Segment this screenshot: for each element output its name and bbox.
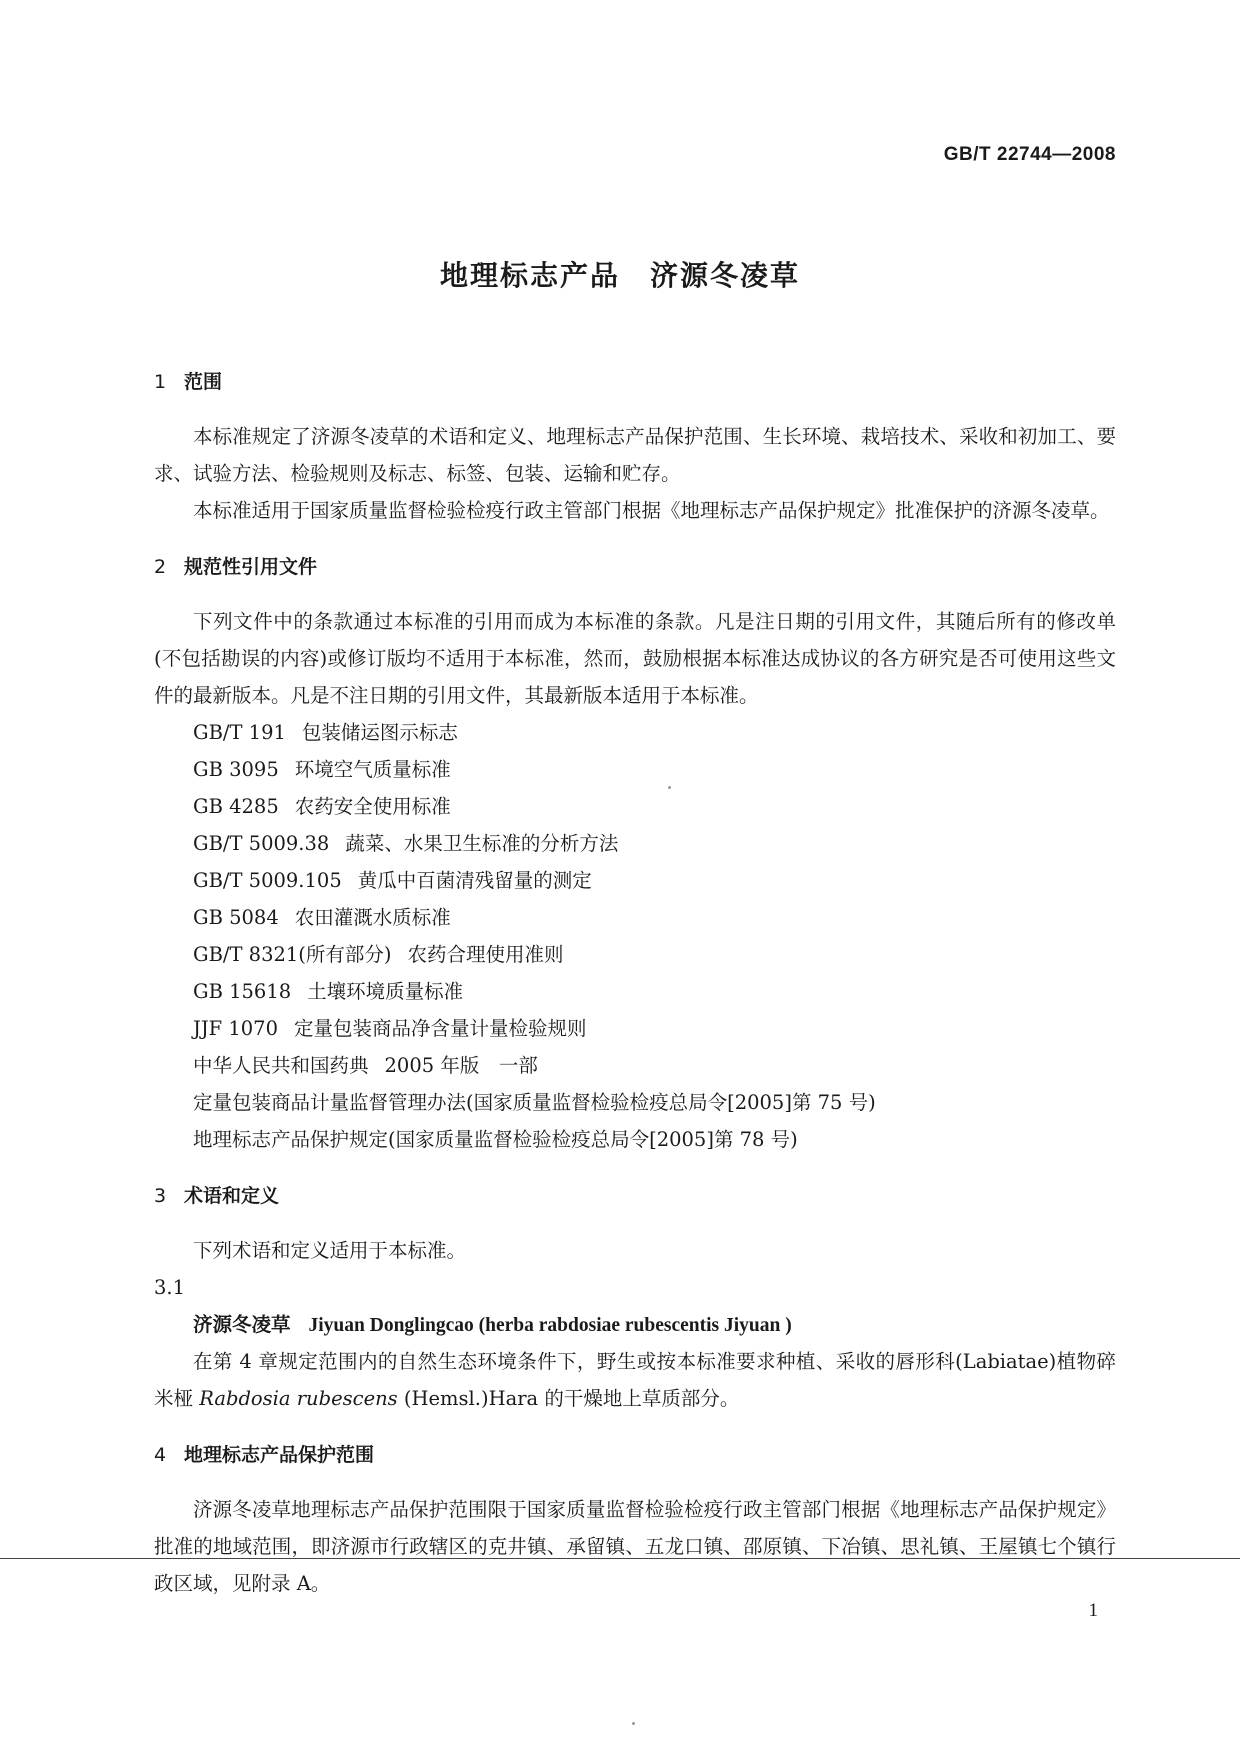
section-title: 地理标志产品保护范围 xyxy=(184,1444,375,1466)
reference-title: 地理标志产品保护规定(国家质量监督检验检疫总局令[2005]第 78 号) xyxy=(193,1128,798,1151)
species-name: Rabdosia rubescens xyxy=(199,1387,398,1410)
reference-item xyxy=(193,1047,1116,1084)
definition-text: 在第 4 章规定范围内的自然生态环境条件下，野生或按本标准要求种植、采收的唇形科(Labiatae)植物碎米桠 xyxy=(154,1350,1116,1410)
reference-title: 土壤环境质量标准 xyxy=(307,980,464,1003)
section-1-heading xyxy=(154,364,1116,400)
reference-code: GB 3095 xyxy=(193,758,279,781)
reference-code: JJF 1070 xyxy=(193,1017,278,1040)
page-number: 1 xyxy=(1088,1600,1098,1621)
reference-title: 农药合理使用准则 xyxy=(407,943,564,966)
definition-text: (Hemsl.)Hara 的干燥地上草质部分。 xyxy=(397,1387,740,1410)
document-title: 地理标志产品 济源冬凌草 xyxy=(439,259,800,292)
paragraph: 本标准适用于国家质量监督检验检疫行政主管部门根据《地理标志产品保护规定》批准保护的济源冬凌草。 xyxy=(193,499,1110,522)
reference-item xyxy=(193,1010,1116,1047)
reference-code: GB/T 5009.105 xyxy=(193,869,342,892)
scan-line xyxy=(0,1558,1240,1559)
reference-title: 定量包装商品净含量计量检验规则 xyxy=(294,1017,587,1040)
reference-list xyxy=(154,714,1116,1158)
reference-title: 农田灌溉水质标准 xyxy=(294,906,451,929)
reference-item xyxy=(193,825,1116,862)
reference-title: 定量包装商品计量监督管理办法(国家质量监督检验检疫总局令[2005]第 75 号) xyxy=(193,1091,876,1114)
paragraph: 下列文件中的条款通过本标准的引用而成为本标准的条款。凡是注日期的引用文件，其随后所有的修改单(不包括勘误的内容)或修订版均不适用于本标准，然而，鼓励根据本标准达成协议的各方研究是否可使用这些文件的最新版本。凡是不注日期的引用文件，其最新版本适用于本标准。 xyxy=(154,610,1116,707)
paragraph: 本标准规定了济源冬凌草的术语和定义、地理标志产品保护范围、生长环境、栽培技术、采收和初加工、要求、试验方法、检验规则及标志、标签、包装、运输和贮存。 xyxy=(154,425,1116,485)
reference-item xyxy=(193,751,1116,788)
paragraph: 济源冬凌草地理标志产品保护范围限于国家质量监督检验检疫行政主管部门根据《地理标志产品保护规定》批准的地域范围，即济源市行政辖区的克井镇、承留镇、五龙口镇、邵原镇、下冶镇、思礼镇、王屋镇七个镇行政区域，见附录 A。 xyxy=(154,1498,1116,1595)
section-number: 4 xyxy=(154,1444,167,1466)
reference-title: 包装储运图示标志 xyxy=(301,721,458,744)
document-body xyxy=(154,364,1116,1602)
reference-item xyxy=(193,936,1116,973)
section-title: 术语和定义 xyxy=(184,1185,280,1207)
section-2-heading xyxy=(154,549,1116,585)
reference-code: GB 4285 xyxy=(193,795,279,818)
section-title: 规范性引用文件 xyxy=(184,556,318,578)
reference-code: GB/T 5009.38 xyxy=(193,832,330,855)
reference-title: 农药安全使用标准 xyxy=(294,795,451,818)
reference-item xyxy=(193,1121,1116,1158)
reference-item xyxy=(193,862,1116,899)
section-number: 3 xyxy=(154,1185,167,1207)
term-definition xyxy=(154,1343,1116,1417)
reference-title: 环境空气质量标准 xyxy=(294,758,451,781)
reference-code: GB/T 8321(所有部分) xyxy=(193,943,392,966)
reference-code: GB 5084 xyxy=(193,906,279,929)
scan-speck xyxy=(632,1722,635,1725)
subclause-number: 3.1 xyxy=(154,1276,186,1299)
term-entry xyxy=(154,1306,1116,1343)
reference-item xyxy=(193,1084,1116,1121)
section-4-heading xyxy=(154,1437,1116,1473)
reference-code: GB/T 191 xyxy=(193,721,286,744)
term-chinese: 济源冬凌草 xyxy=(193,1313,291,1336)
standard-number: GB/T 22744—2008 xyxy=(943,144,1116,165)
section-3-heading xyxy=(154,1178,1116,1214)
reference-item xyxy=(193,714,1116,751)
paragraph: 下列术语和定义适用于本标准。 xyxy=(193,1239,467,1262)
reference-code: GB 15618 xyxy=(193,980,292,1003)
reference-item xyxy=(193,973,1116,1010)
reference-title: 黄瓜中百菌清残留量的测定 xyxy=(357,869,592,892)
reference-title: 蔬菜、水果卫生标准的分析方法 xyxy=(345,832,619,855)
reference-title: 2005 年版 一部 xyxy=(384,1054,538,1077)
reference-code: 中华人民共和国药典 xyxy=(193,1054,369,1077)
section-number: 1 xyxy=(154,371,167,393)
section-number: 2 xyxy=(154,556,167,578)
reference-item xyxy=(193,899,1116,936)
scan-speck xyxy=(668,786,671,789)
section-title: 范围 xyxy=(184,371,223,393)
term-english: Jiyuan Donglingcao (herba rabdosiae rubescentis Jiyuan ) xyxy=(308,1315,792,1336)
reference-item xyxy=(193,788,1116,825)
